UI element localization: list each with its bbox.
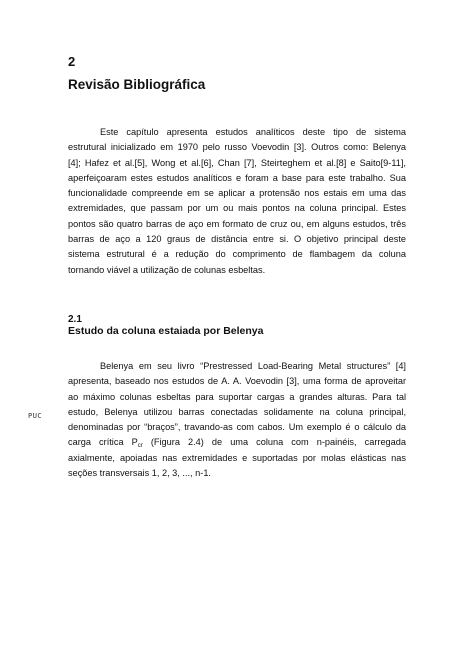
section-line: apresenta, baseado nos estudos de A. A. Voevodin [3], uma forma de aproveitar: [68, 376, 406, 387]
intro-line: Este capítulo apresenta estudos analíticos deste tipo de sistema: [100, 127, 406, 137]
section-line: seções transversais 1, 2, 3, ..., n-1.: [68, 468, 211, 479]
chapter-number: 2: [68, 54, 76, 69]
intro-line: extremidades, que passam por um ou mais pontos na coluna principal. Estes: [68, 203, 406, 214]
intro-line: sistema estrutural é a redução do comprimento de flambagem da coluna: [68, 249, 406, 260]
intro-line: aperfeiçoaram estes estudos analíticos e foram a base para este trabalho. Sua: [68, 172, 406, 183]
critical-load-subscript: cr: [137, 443, 143, 450]
section-line: denominadas por “braços”, travando-as com cabos. Um exemplo é o cálculo da: [68, 422, 406, 433]
section-line: axialmente, apoiadas nas extremidades e suportadas por molas elásticas nas: [68, 452, 406, 463]
margin-mark: PUC: [28, 412, 43, 420]
chapter-title: Revisão Bibliográfica: [68, 77, 206, 92]
section-number: 2.1: [68, 314, 82, 325]
intro-paragraph: [68, 125, 406, 278]
intro-line: tornando viável a utilização de colunas esbeltas.: [68, 264, 266, 275]
section-line: estudo, Belenya utilizou barras conectadas solidamente na coluna principal,: [68, 406, 406, 417]
section-line-text: carga crítica P: [68, 437, 138, 448]
intro-line: funcionalidade compreende em se aplicar a protensão nos estais em uma das: [68, 188, 406, 199]
section-line: Belenya em seu livro “Prestressed Load-Bearing Metal structures” [4]: [100, 361, 406, 371]
section-title: Estudo da coluna estaiada por Belenya: [68, 325, 264, 337]
intro-line: [4]; Hafez et al.[5], Wong et al.[6], Chan [7], Steirteghem et al.[8] e Saito[9-11],: [68, 157, 406, 168]
intro-line: barras de aço a 120 graus de distância entre si. O objetivo principal deste: [68, 234, 406, 245]
section-line-with-subscript: [68, 435, 406, 450]
section-line: ao máximo colunas esbeltas para suportar cargas a grandes alturas. Para tal: [68, 391, 406, 402]
section-paragraph: [68, 359, 406, 481]
intro-line: estrutural inicializado em 1970 pelo russo Voevodin [3]. Outros como: Belenya: [68, 142, 406, 153]
section-line-text: (Figura 2.4) de uma coluna com n-painéis, carregada: [142, 437, 406, 448]
intro-line: pontos são quatro barras de aço em formato de cruz ou, em alguns estudos, três: [68, 218, 406, 229]
